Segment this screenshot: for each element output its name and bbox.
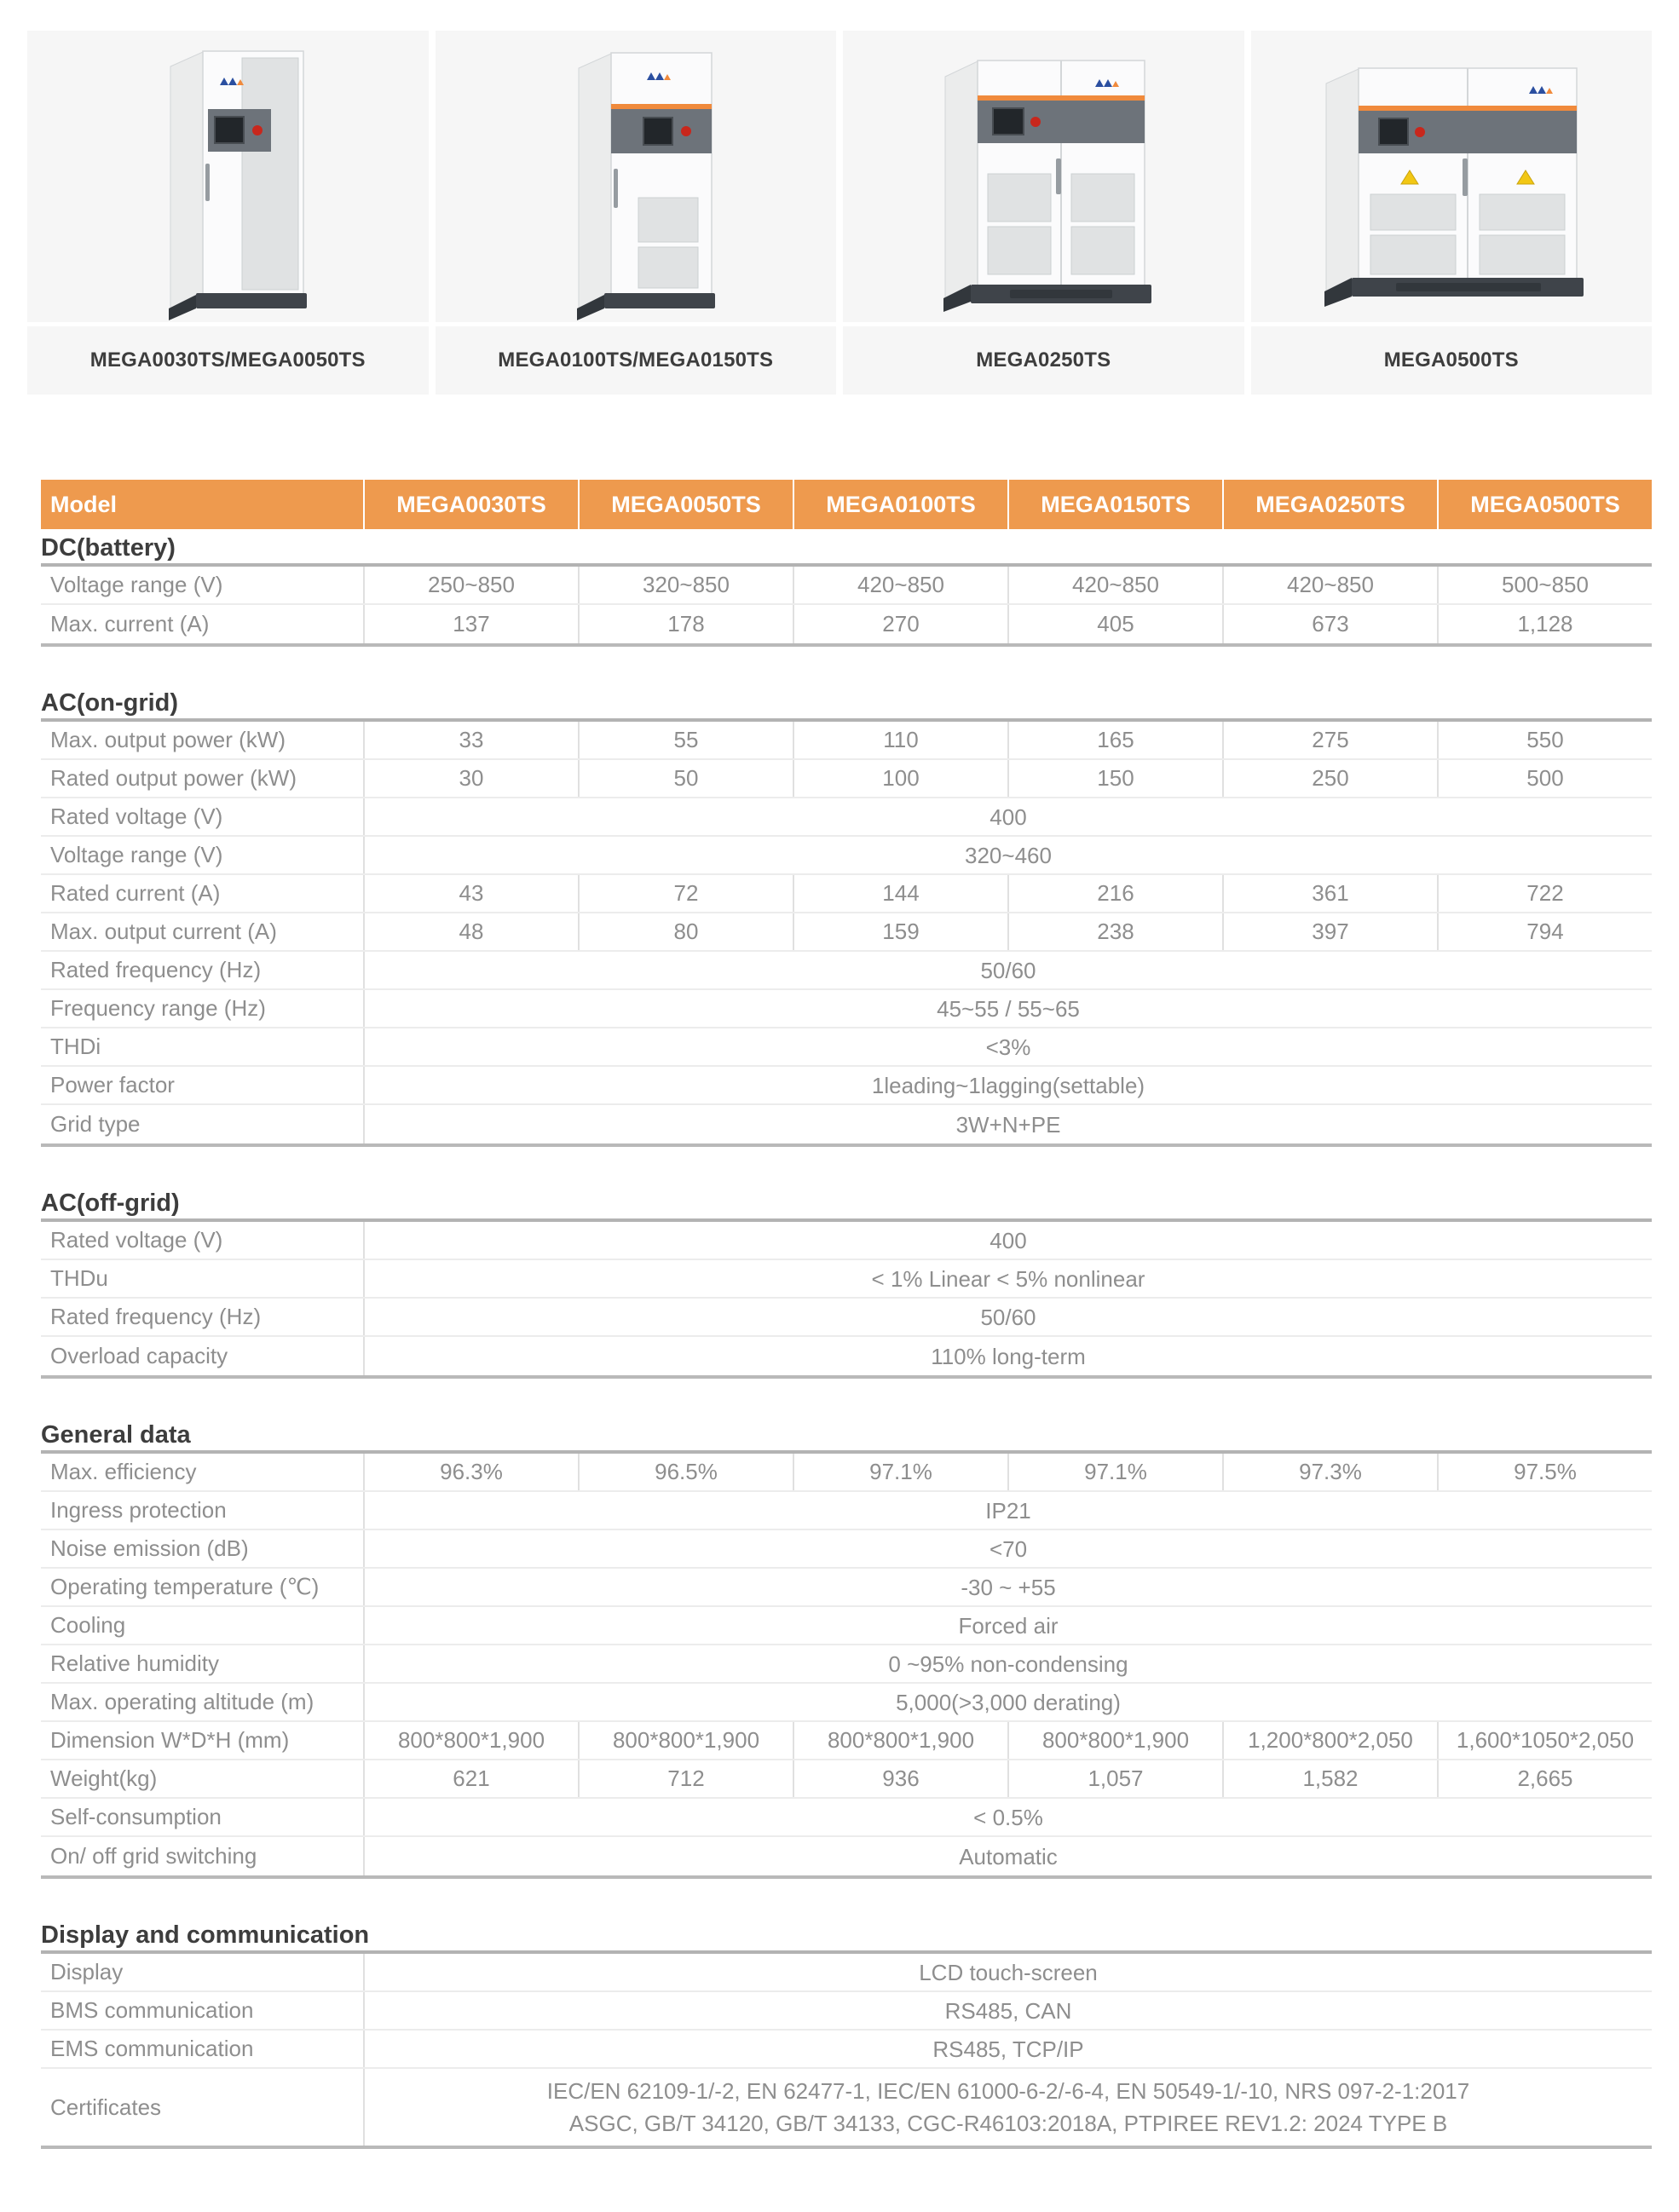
spec-value-span: <3% [363,1028,1652,1065]
spec-value: 500 [1437,760,1652,797]
spec-value: 216 [1007,875,1222,912]
spec-value-span: 50/60 [363,1299,1652,1335]
spec-row [41,1992,1652,2031]
spec-value: 500~850 [1437,567,1652,603]
spec-row [41,1722,1652,1760]
spec-row-label: BMS communication [50,1997,254,2023]
spec-value-span: Forced air [363,1607,1652,1644]
spec-row-label: THDu [50,1265,108,1291]
spec-value: 1,128 [1437,605,1652,643]
header-column: MEGA0150TS [1007,480,1222,529]
spec-value-span: IP21 [363,1492,1652,1529]
product-label: MEGA0100TS/MEGA0150TS [436,326,837,395]
spec-row [41,837,1652,875]
spec-value-span: 0 ~95% non-condensing [363,1645,1652,1682]
spec-value: 55 [578,722,793,758]
spec-row [41,1799,1652,1837]
spec-value: 72 [578,875,793,912]
spec-row-label: Ingress protection [50,1497,227,1523]
spec-value: 420~850 [1007,567,1222,603]
spec-row-label: Rated output power (kW) [50,765,297,791]
spec-value: 178 [578,605,793,643]
spec-row [41,2069,1652,2146]
spec-value: 800*800*1,900 [363,1722,578,1759]
product-image-panel [436,31,837,322]
cabinet-wide-double-door-icon [1251,31,1652,322]
spec-table [41,480,1652,2149]
spec-value: 397 [1222,913,1437,950]
section-rows [41,1450,1652,1879]
header-column: MEGA0050TS [578,480,793,529]
spec-value: 320~850 [578,567,793,603]
spec-row [41,722,1652,760]
spec-row-label: Noise emission (dB) [50,1535,249,1561]
spec-value: 550 [1437,722,1652,758]
product-image-panel [843,31,1244,322]
spec-value: 100 [793,760,1007,797]
spec-value: 80 [578,913,793,950]
spec-value-span: 110% long-term [363,1337,1652,1375]
spec-row-label: Voltage range (V) [50,842,223,867]
spec-value: 800*800*1,900 [1007,1722,1222,1759]
spec-row-label: Weight(kg) [50,1766,158,1791]
header-column: MEGA0100TS [793,480,1007,529]
spec-value: 159 [793,913,1007,950]
spec-row [41,1530,1652,1569]
spec-row-label: Relative humidity [50,1650,219,1676]
spec-value: 97.3% [1222,1454,1437,1490]
spec-row [41,1337,1652,1375]
spec-row [41,1028,1652,1067]
product-card-mega0500 [1251,31,1653,395]
spec-value: 800*800*1,900 [793,1722,1007,1759]
spec-value: 722 [1437,875,1652,912]
table-header [41,480,1652,529]
header-model-label: Model [50,491,117,517]
spec-value-span: 1leading~1lagging(settable) [363,1067,1652,1103]
spec-value: 97.1% [793,1454,1007,1490]
spec-value-span: < 1% Linear < 5% nonlinear [363,1260,1652,1297]
spec-row-label: Dimension W*D*H (mm) [50,1727,290,1753]
spec-value: 1,582 [1222,1760,1437,1797]
spec-row [41,798,1652,837]
spec-row-label: Max. current (A) [50,611,210,637]
spec-value-span: 320~460 [363,837,1652,873]
spec-value: 137 [363,605,578,643]
spec-value: 43 [363,875,578,912]
spec-row-label: Certificates [50,2094,162,2120]
spec-row-label: Max. operating altitude (m) [50,1689,314,1714]
section-rows [41,718,1652,1147]
spec-value: 96.3% [363,1454,578,1490]
spec-row [41,990,1652,1028]
spec-row-label: On/ off grid switching [50,1843,257,1869]
spec-value-span: < 0.5% [363,1799,1652,1835]
spec-row-label: Max. output power (kW) [50,727,286,752]
spec-row [41,1837,1652,1875]
spec-value-span [363,2069,1652,2146]
spec-row-label: Max. output current (A) [50,919,277,944]
spec-row-label: EMS communication [50,2036,254,2061]
spec-value-span: -30 ~ +55 [363,1569,1652,1605]
spec-value: 420~850 [793,567,1007,603]
spec-row [41,875,1652,913]
spec-value-span: Automatic [363,1837,1652,1875]
spec-value-span: RS485, CAN [363,1992,1652,2029]
datasheet-page [0,31,1679,2212]
section-title: Display and communication [41,1921,370,1949]
section-title: AC(on-grid) [41,689,179,717]
spec-row [41,605,1652,643]
spec-row-label: Self-consumption [50,1804,222,1829]
spec-row [41,1645,1652,1684]
section-title: DC(battery) [41,534,176,562]
spec-value: 800*800*1,900 [578,1722,793,1759]
product-label: MEGA0250TS [843,326,1244,395]
spec-row-label: Rated frequency (Hz) [50,957,262,982]
spec-value-span: 400 [363,798,1652,835]
spec-row-label: Display [50,1959,124,1984]
spec-value: 238 [1007,913,1222,950]
spec-value-span: <70 [363,1530,1652,1567]
spec-value: 250 [1222,760,1437,797]
spec-row [41,1954,1652,1992]
spec-row-label: Power factor [50,1072,175,1097]
spec-value: 712 [578,1760,793,1797]
spec-row-label: THDi [50,1034,101,1059]
spec-value: 50 [578,760,793,797]
spec-value: 1,600*1050*2,050 [1437,1722,1652,1759]
cabinet-single-door-icon [27,31,428,322]
spec-value-line: ASGC, GB/T 34120, GB/T 34133, CGC-R46103:2018A, PTPIREE REV1.2: 2024 TYPE B [568,2111,1448,2136]
spec-value: 2,665 [1437,1760,1652,1797]
product-card-mega0250 [843,31,1244,395]
product-card-mega0030-0050 [27,31,429,395]
spec-row [41,1299,1652,1337]
spec-row [41,760,1652,798]
spec-value: 250~850 [363,567,578,603]
product-label: MEGA0500TS [1251,326,1653,395]
spec-row [41,1260,1652,1299]
spec-value: 673 [1222,605,1437,643]
product-image-panel [27,31,429,322]
section-rows [41,563,1652,647]
product-card-mega0100-0150 [436,31,837,395]
spec-row [41,1684,1652,1722]
spec-row [41,1222,1652,1260]
spec-section [41,1188,1652,1379]
product-gallery [27,31,1652,395]
product-label: MEGA0030TS/MEGA0050TS [27,326,429,395]
spec-row-label: Frequency range (Hz) [50,995,266,1021]
section-rows [41,1218,1652,1379]
spec-row-label: Overload capacity [50,1343,228,1368]
spec-row [41,1067,1652,1105]
spec-value: 936 [793,1760,1007,1797]
spec-value: 150 [1007,760,1222,797]
spec-section [41,688,1652,1147]
spec-value: 96.5% [578,1454,793,1490]
cabinet-double-door-icon [843,31,1243,322]
spec-row [41,952,1652,990]
spec-value: 275 [1222,722,1437,758]
spec-value: 165 [1007,722,1222,758]
spec-value: 1,200*800*2,050 [1222,1722,1437,1759]
spec-value: 420~850 [1222,567,1437,603]
table-sections [41,533,1652,2149]
spec-value-span: 3W+N+PE [363,1105,1652,1143]
section-title: AC(off-grid) [41,1190,180,1217]
spec-row [41,1492,1652,1530]
spec-row [41,913,1652,952]
section-rows [41,1950,1652,2149]
spec-row [41,1607,1652,1645]
spec-value-line: IEC/EN 62109-1/-2, EN 62477-1, IEC/EN 61000-6-2/-6-4, EN 50549-1/-10, NRS 097-2-1:2017 [546,2078,1470,2104]
section-title: General data [41,1421,191,1449]
spec-value: 405 [1007,605,1222,643]
spec-value: 361 [1222,875,1437,912]
spec-value: 270 [793,605,1007,643]
spec-row-label: Cooling [50,1612,126,1638]
header-column: MEGA0030TS [363,480,578,529]
spec-row-label: Operating temperature (℃) [50,1574,320,1599]
spec-value-span: 400 [363,1222,1652,1259]
spec-value: 144 [793,875,1007,912]
spec-value: 110 [793,722,1007,758]
spec-value-span: 5,000(>3,000 derating) [363,1684,1652,1720]
spec-value: 97.5% [1437,1454,1652,1490]
spec-value: 30 [363,760,578,797]
spec-section [41,1420,1652,1879]
spec-section [41,1920,1652,2149]
spec-row-label: Grid type [50,1111,141,1137]
spec-value-span: LCD touch-screen [363,1954,1652,1990]
spec-value-span: 45~55 / 55~65 [363,990,1652,1027]
spec-row-label: Rated voltage (V) [50,804,223,829]
spec-value: 48 [363,913,578,950]
spec-row-label: Rated frequency (Hz) [50,1304,262,1329]
spec-row-label: Rated voltage (V) [50,1227,223,1253]
spec-value: 621 [363,1760,578,1797]
spec-row [41,567,1652,605]
spec-row [41,1105,1652,1143]
header-column: MEGA0500TS [1437,480,1652,529]
spec-row [41,1569,1652,1607]
spec-row [41,1760,1652,1799]
spec-row [41,2031,1652,2069]
spec-value: 97.1% [1007,1454,1222,1490]
spec-row-label: Rated current (A) [50,880,221,906]
spec-row-label: Max. efficiency [50,1459,197,1484]
product-image-panel [1251,31,1653,322]
spec-value-span: 50/60 [363,952,1652,988]
spec-value: 794 [1437,913,1652,950]
spec-value: 1,057 [1007,1760,1222,1797]
spec-row [41,1454,1652,1492]
spec-row-label: Voltage range (V) [50,572,223,597]
cabinet-single-door-vented-icon [436,31,836,322]
spec-section [41,533,1652,647]
spec-value-span: RS485, TCP/IP [363,2031,1652,2067]
header-column: MEGA0250TS [1222,480,1437,529]
spec-value: 33 [363,722,578,758]
